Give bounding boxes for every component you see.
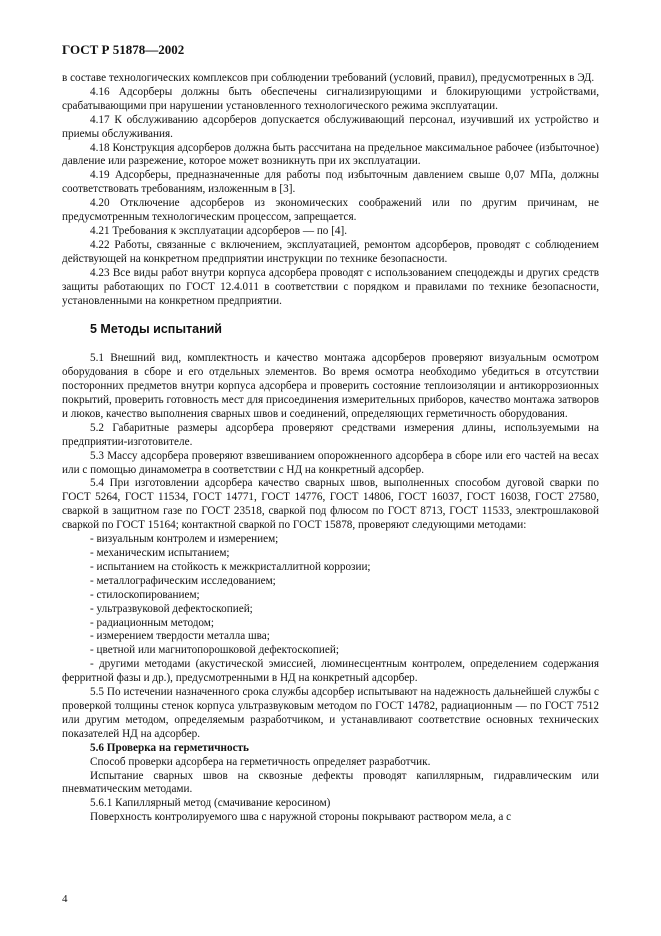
document-body [62,72,599,825]
paragraph: Испытание сварных швов на сквозные дефекты проводят капиллярным, гидравлическим или пневматическим методами. [62,769,599,796]
section-title: 5 Методы испытаний [90,322,222,337]
paragraph: 4.21 Требования к эксплуатации адсорберов — по [4]. [90,224,348,237]
paragraph: 4.20 Отключение адсорберов из экономических соображений или по другим причинам, не предусмотренным технологическим процессом, запрещается. [62,197,599,224]
paragraph: Способ проверки адсорбера на герметичность определяет разработчик. [90,755,431,768]
list-item: - радиационным методом; [90,616,214,629]
list-item: - стилоскопированием; [90,588,200,601]
list-item: - ультразвуковой дефектоскопией; [90,602,253,615]
list-item: - металлографическим исследованием; [90,574,276,587]
list-item: - испытанием на стойкость к межкристаллитной коррозии; [90,560,371,573]
list-item: - другими методами (акустической эмиссией, люминесцентным контролем, определением содержания ферритной фазы и др.), предусмотренными в НД на конкретный адсорбер. [62,658,599,685]
paragraph: 4.19 Адсорберы, предназначенные для работы под избыточным давлением свыше 0,07 МПа, должны соответствовать требованиям, изложенным в [3]. [62,169,599,196]
paragraph: 5.2 Габаритные размеры адсорбера проверяют средствами измерения длины, используемыми на предприятии-изготовителе. [62,421,599,448]
paragraph: 4.23 Все виды работ внутри корпуса адсорбера проводят с использованием спецодежды и других средств защиты работающих по ГОСТ 12.4.011 в соответствии с порядком и правилами по технике безопасности, установленными на конкретном предприятии. [62,266,599,307]
paragraphs-before [62,72,599,308]
page-number: 4 [62,893,68,905]
list-item: - механическим испытанием; [90,547,230,559]
list-item: - цветной или магнитопорошковой дефектоскопией; [90,644,339,657]
paragraph: Поверхность контролируемого шва с наружной стороны покрывают раствором мела, а с [90,811,512,824]
subsubsection-title: 5.6.1 Капиллярный метод (смачивание керосином) [90,797,331,810]
paragraph: 5.3 Массу адсорбера проверяют взвешиванием опорожненного адсорбера в сборе или его частей на весах или с помощью динамометра в соответствии с НД на конкретный адсорбер. [62,449,599,476]
paragraph: в составе технологических комплексов при соблюдении требований (условий, правил), предусмотренных в ЭД. [62,72,595,84]
list-item: - измерением твердости металла шва; [90,630,270,643]
paragraph: 4.18 Конструкция адсорберов должна быть рассчитана на предельное максимальное рабочее (избыточное) давление или разрежение, которое может возникнуть при их эксплуатации. [62,141,599,168]
paragraph: 4.22 Работы, связанные с включением, эксплуатацией, ремонтом адсорберов, проводят с соблюдением действующей на конкретном предприятии инструкции по технике безопасности. [62,238,599,265]
subsection-title: 5.6 Проверка на герметичность [90,741,249,754]
paragraph: 5.1 Внешний вид, комплектность и качество монтажа адсорберов проверяют визуальным осмотром оборудования в сборе и его отдельных элементов. Во время осмотра необходимо убедиться в отсутствии посторонних предметов внутри корпуса адсорбера и проверить состояние теплоизоляции и антикоррозионных покрытий, проверить готовность мест для присоединения измерительных приборов, качество монтажа затворов и люков, качество выполнения сварных швов и соединений, определяющих герметичность оборудования. [62,352,599,420]
paragraph: 5.4 При изготовлении адсорбера качество сварных швов, выполненных способом дуговой сварки по ГОСТ 5264, ГОСТ 11534, ГОСТ 14771, ГОСТ 14776, ГОСТ 14806, ГОСТ 16037, ГОСТ 16038, ГОСТ 27580, сваркой в защитном газе по ГОСТ 23518, сваркой под флюсом по ГОСТ 8713, ГОСТ 11533, электрошлаковой сваркой по ГОСТ 15164; контактной сваркой по ГОСТ 15878, проверяют следующими методами: [62,477,599,532]
paragraph: 5.5 По истечении назначенного срока службы адсорбер испытывают на надежность дальнейшей службы с проверкой толщины стенок корпуса ультразвуковым методом по ГОСТ 14782, радиационным — по ГОСТ 7512 или другим методом, определяемым разработчиком, и устанавливают соответствие основных технических показателей НД на адсорбер. [62,686,599,740]
paragraph: 4.16 Адсорберы должны быть обеспечены сигнализирующими и блокирующими устройствами, срабатывающими при нарушении установленного технологического режима эксплуатации. [62,85,599,112]
document-header: ГОСТ Р 51878—2002 [62,42,185,57]
methods-list [62,533,599,686]
list-item: - визуальным контролем и измерением; [90,533,279,546]
paragraph: 4.17 К обслуживанию адсорберов допускается обслуживающий персонал, изучивший их устройство и приемы обслуживания. [62,113,599,140]
